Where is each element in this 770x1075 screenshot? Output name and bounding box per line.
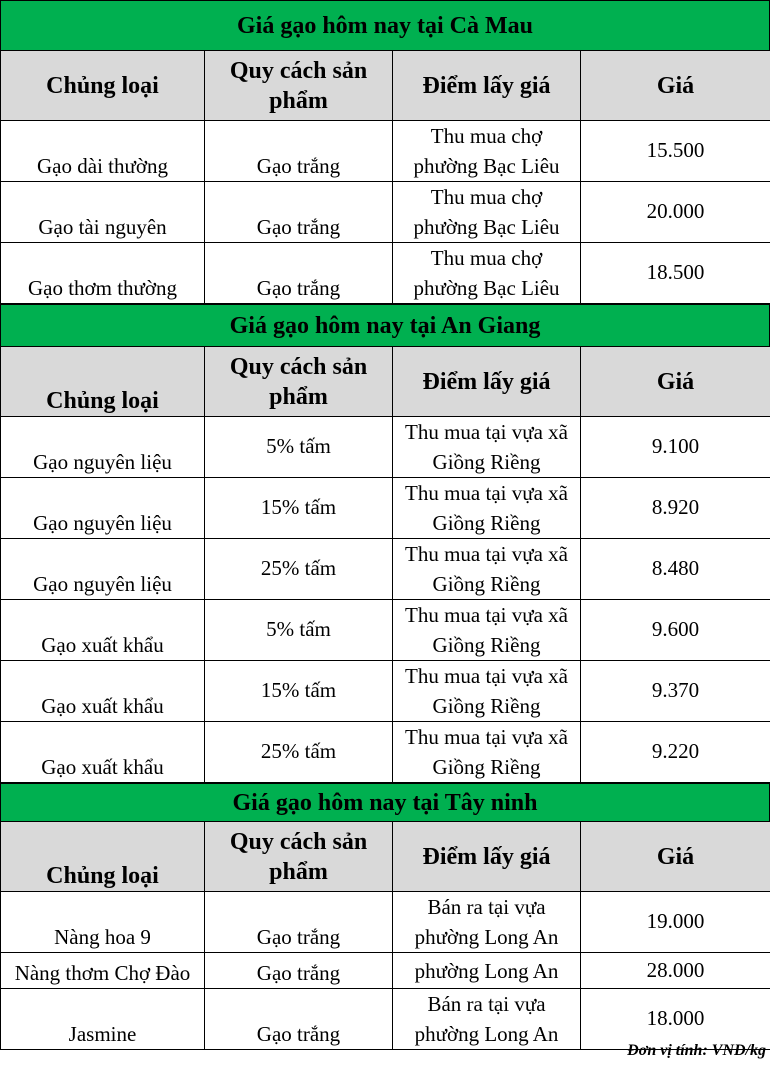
cell-price: 20.000: [581, 182, 770, 243]
table-row: [1, 892, 770, 953]
cell-spec: Gạo trắng: [205, 121, 393, 182]
table-row: [1, 121, 770, 182]
cell-price: 15.500: [581, 121, 770, 182]
cell-location: Thu mua tại vựa xã Giồng Riềng: [393, 722, 581, 783]
cell-spec: 15% tấm: [205, 478, 393, 539]
header-row: [1, 822, 770, 892]
table-row: [1, 417, 770, 478]
column-header: Quy cách sản phẩm: [205, 822, 393, 892]
section-title: Giá gạo hôm nay tại Tây ninh: [0, 783, 770, 821]
cell-type: Jasmine: [1, 989, 205, 1050]
cell-type: Gạo xuất khẩu: [1, 722, 205, 783]
cell-type: Gạo tài nguyên: [1, 182, 205, 243]
column-header: Chủng loại: [1, 822, 205, 892]
cell-location: Thu mua tại vựa xã Giồng Riềng: [393, 417, 581, 478]
cell-spec: 5% tấm: [205, 417, 393, 478]
cell-location: Thu mua chợ phường Bạc Liêu: [393, 121, 581, 182]
cell-spec: Gạo trắng: [205, 953, 393, 989]
cell-location: Thu mua tại vựa xã Giồng Riềng: [393, 600, 581, 661]
column-header: Chủng loại: [1, 51, 205, 121]
header-row: [1, 347, 770, 417]
table-row: [1, 722, 770, 783]
table-row: [1, 243, 770, 304]
unit-note: Đơn vị tính: VND/kg: [627, 1042, 766, 1059]
cell-price: 19.000: [581, 892, 770, 953]
price-table: [0, 50, 770, 304]
cell-price: 9.100: [581, 417, 770, 478]
cell-spec: Gạo trắng: [205, 989, 393, 1050]
column-header: Điểm lấy giá: [393, 822, 581, 892]
cell-type: Gạo xuất khẩu: [1, 661, 205, 722]
table-row: [1, 600, 770, 661]
cell-spec: 25% tấm: [205, 539, 393, 600]
column-header: Điểm lấy giá: [393, 347, 581, 417]
cell-type: Gạo dài thường: [1, 121, 205, 182]
cell-type: Gạo xuất khẩu: [1, 600, 205, 661]
cell-spec: 5% tấm: [205, 600, 393, 661]
price-table: [0, 821, 770, 1050]
cell-price: 9.600: [581, 600, 770, 661]
table-row: [1, 953, 770, 989]
cell-location: Thu mua tại vựa xã Giồng Riềng: [393, 539, 581, 600]
cell-location: Thu mua tại vựa xã Giồng Riềng: [393, 478, 581, 539]
column-header: Chủng loại: [1, 347, 205, 417]
cell-location: Thu mua chợ phường Bạc Liêu: [393, 182, 581, 243]
cell-location: Bán ra tại vựa phường Long An: [393, 989, 581, 1050]
column-header: Giá: [581, 822, 770, 892]
cell-type: Gạo nguyên liệu: [1, 417, 205, 478]
table-row: [1, 661, 770, 722]
column-header: Giá: [581, 347, 770, 417]
cell-type: Gạo thơm thường: [1, 243, 205, 304]
table-row: [1, 989, 770, 1050]
cell-price: 8.920: [581, 478, 770, 539]
cell-location: Thu mua tại vựa xã Giồng Riềng: [393, 661, 581, 722]
cell-spec: 25% tấm: [205, 722, 393, 783]
cell-price: 9.370: [581, 661, 770, 722]
cell-price: 18.500: [581, 243, 770, 304]
table-row: [1, 539, 770, 600]
section-title: Giá gạo hôm nay tại An Giang: [0, 304, 770, 346]
cell-spec: Gạo trắng: [205, 892, 393, 953]
column-header: Điểm lấy giá: [393, 51, 581, 121]
header-row: [1, 51, 770, 121]
cell-spec: Gạo trắng: [205, 243, 393, 304]
cell-type: Gạo nguyên liệu: [1, 539, 205, 600]
cell-price: 28.000: [581, 953, 770, 989]
section-title: Giá gạo hôm nay tại Cà Mau: [0, 0, 770, 50]
cell-spec: 15% tấm: [205, 661, 393, 722]
cell-price: 9.220: [581, 722, 770, 783]
column-header: Giá: [581, 51, 770, 121]
cell-type: Gạo nguyên liệu: [1, 478, 205, 539]
table-row: [1, 182, 770, 243]
price-table: [0, 346, 770, 783]
column-header: Quy cách sản phẩm: [205, 51, 393, 121]
cell-location: Thu mua chợ phường Bạc Liêu: [393, 243, 581, 304]
cell-location: phường Long An: [393, 953, 581, 989]
cell-price: 8.480: [581, 539, 770, 600]
cell-price: 18.000: [581, 989, 770, 1050]
cell-type: Nàng hoa 9: [1, 892, 205, 953]
column-header: Quy cách sản phẩm: [205, 347, 393, 417]
cell-type: Nàng thơm Chợ Đào: [1, 953, 205, 989]
table-row: [1, 478, 770, 539]
cell-location: Bán ra tại vựa phường Long An: [393, 892, 581, 953]
cell-spec: Gạo trắng: [205, 182, 393, 243]
